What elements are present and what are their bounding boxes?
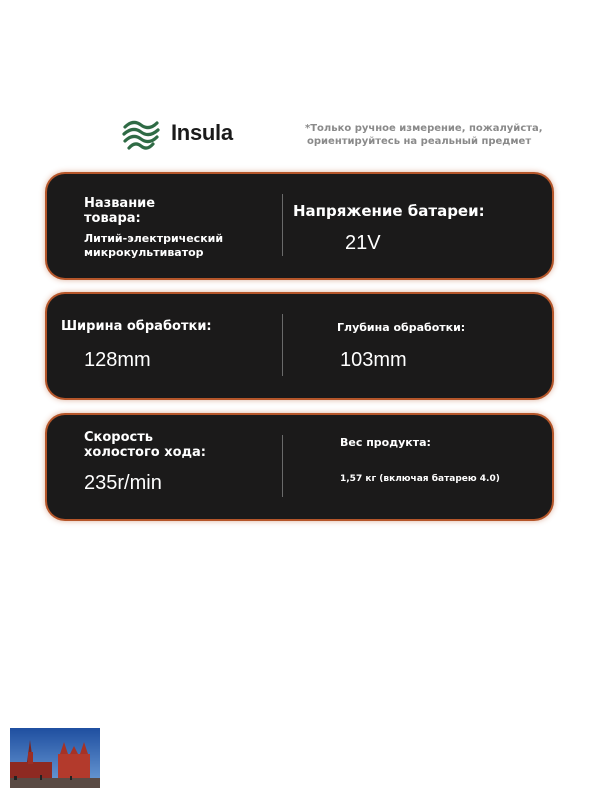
tilling-depth-label: Глубина обработки: [337,321,466,334]
measurement-note [305,122,565,148]
leaf-wave-icon [121,115,161,155]
spec-card-product [47,174,552,278]
voltage-label: Напряжение батареи: [293,202,485,220]
card-divider [282,194,283,256]
tilling-width-label: Ширина обработки: [61,319,212,334]
idle-speed-label: Скорость холостого хода: [84,430,206,460]
product-weight-value: 1,57 кг (включая батарею 4.0) [340,474,500,484]
note-line-2: ориентируйтесь на реальный предмет [307,136,532,147]
card-divider [282,314,283,376]
red-square-moscow-photo [10,728,100,788]
product-name-label: Название товара: [84,196,156,226]
spec-card-performance [47,415,552,519]
card-divider [282,435,283,497]
product-name-value: Литий-электрический микрокультиватор [84,232,224,259]
tilling-depth-value: 103mm [340,349,407,371]
spec-card-dimensions [47,294,552,398]
voltage-value: 21V [345,232,381,254]
tilling-width-value: 128mm [84,349,151,371]
header [0,0,600,160]
brand-name: Insula [171,120,233,145]
product-weight-label: Вес продукта: [340,436,431,449]
idle-speed-value: 235r/min [84,472,162,494]
note-line-1: *Только ручное измерение, пожалуйста, [305,123,543,134]
